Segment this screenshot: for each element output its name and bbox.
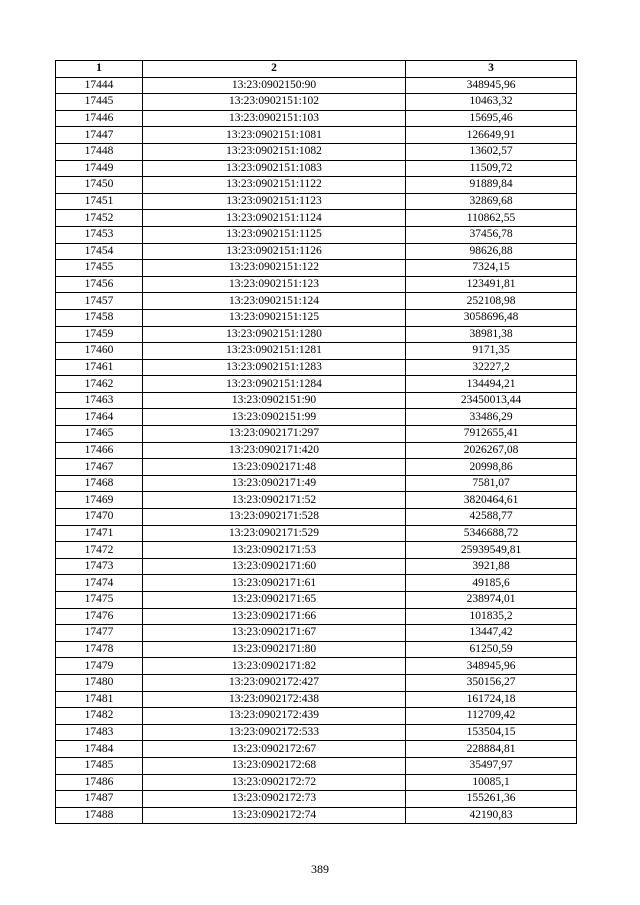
- row-number-cell: 17478: [56, 641, 143, 658]
- cadastral-number-cell: 13:23:0902171:420: [143, 442, 406, 459]
- cadastral-number-cell: 13:23:0902151:1081: [143, 127, 406, 144]
- cadastral-number-cell: 13:23:0902172:439: [143, 708, 406, 725]
- table-row: [56, 492, 577, 509]
- cadastral-number-cell: 13:23:0902171:53: [143, 542, 406, 559]
- row-number-cell: 17466: [56, 442, 143, 459]
- table-row: [56, 276, 577, 293]
- cadastral-number-cell: 13:23:0902151:125: [143, 309, 406, 326]
- table-row: [56, 575, 577, 592]
- row-number-cell: 17480: [56, 674, 143, 691]
- cadastral-number-cell: 13:23:0902151:123: [143, 276, 406, 293]
- value-cell: 33486,29: [406, 409, 577, 426]
- cadastral-number-cell: 13:23:0902171:48: [143, 459, 406, 476]
- header-row: [56, 61, 577, 78]
- table-row: [56, 359, 577, 376]
- value-cell: 101835,2: [406, 608, 577, 625]
- table-row: [56, 459, 577, 476]
- cadastral-number-cell: 13:23:0902151:122: [143, 260, 406, 277]
- table-row: [56, 658, 577, 675]
- value-cell: 9171,35: [406, 343, 577, 360]
- value-cell: 110862,55: [406, 210, 577, 227]
- cadastral-number-cell: 13:23:0902151:124: [143, 293, 406, 310]
- value-cell: 3058696,48: [406, 309, 577, 326]
- row-number-cell: 17456: [56, 276, 143, 293]
- value-cell: 35497,97: [406, 757, 577, 774]
- column-header-1: 1: [56, 61, 143, 78]
- table-row: [56, 475, 577, 492]
- table-row: [56, 542, 577, 559]
- table-body: [56, 77, 577, 824]
- cadastral-number-cell: 13:23:0902171:52: [143, 492, 406, 509]
- row-number-cell: 17463: [56, 392, 143, 409]
- table-row: [56, 177, 577, 194]
- row-number-cell: 17460: [56, 343, 143, 360]
- table-row: [56, 608, 577, 625]
- row-number-cell: 17470: [56, 509, 143, 526]
- table-row: [56, 326, 577, 343]
- table-row: [56, 691, 577, 708]
- row-number-cell: 17479: [56, 658, 143, 675]
- table-row: [56, 625, 577, 642]
- value-cell: 11509,72: [406, 160, 577, 177]
- cadastral-number-cell: 13:23:0902172:74: [143, 807, 406, 824]
- value-cell: 91889,84: [406, 177, 577, 194]
- table-row: [56, 791, 577, 808]
- row-number-cell: 17481: [56, 691, 143, 708]
- table-row: [56, 243, 577, 260]
- value-cell: 2026267,08: [406, 442, 577, 459]
- table-row: [56, 641, 577, 658]
- cadastral-number-cell: 13:23:0902172:72: [143, 774, 406, 791]
- cadastral-number-cell: 13:23:0902151:99: [143, 409, 406, 426]
- table-row: [56, 807, 577, 824]
- cadastral-number-cell: 13:23:0902171:67: [143, 625, 406, 642]
- row-number-cell: 17486: [56, 774, 143, 791]
- row-number-cell: 17474: [56, 575, 143, 592]
- cadastral-number-cell: 13:23:0902171:528: [143, 509, 406, 526]
- cadastral-number-cell: 13:23:0902172:67: [143, 741, 406, 758]
- value-cell: 3921,88: [406, 558, 577, 575]
- row-number-cell: 17458: [56, 309, 143, 326]
- row-number-cell: 17469: [56, 492, 143, 509]
- value-cell: 10463,32: [406, 94, 577, 111]
- table-row: [56, 376, 577, 393]
- row-number-cell: 17477: [56, 625, 143, 642]
- value-cell: 61250,59: [406, 641, 577, 658]
- cadastral-number-cell: 13:23:0902172:438: [143, 691, 406, 708]
- row-number-cell: 17453: [56, 226, 143, 243]
- table-row: [56, 741, 577, 758]
- table-row: [56, 392, 577, 409]
- table-header: [56, 61, 577, 78]
- value-cell: 32869,68: [406, 193, 577, 210]
- cadastral-number-cell: 13:23:0902151:103: [143, 110, 406, 127]
- column-header-3: 3: [406, 61, 577, 78]
- cadastral-number-cell: 13:23:0902151:1126: [143, 243, 406, 260]
- value-cell: 123491,81: [406, 276, 577, 293]
- row-number-cell: 17452: [56, 210, 143, 227]
- cadastral-number-cell: 13:23:0902150:90: [143, 77, 406, 94]
- row-number-cell: 17484: [56, 741, 143, 758]
- table-row: [56, 757, 577, 774]
- table-row: [56, 160, 577, 177]
- row-number-cell: 17459: [56, 326, 143, 343]
- cadastral-number-cell: 13:23:0902151:1284: [143, 376, 406, 393]
- cadastral-number-cell: 13:23:0902151:1280: [143, 326, 406, 343]
- table-row: [56, 343, 577, 360]
- row-number-cell: 17483: [56, 724, 143, 741]
- row-number-cell: 17455: [56, 260, 143, 277]
- table-row: [56, 110, 577, 127]
- table-row: [56, 674, 577, 691]
- row-number-cell: 17447: [56, 127, 143, 144]
- table-row: [56, 143, 577, 160]
- cadastral-number-cell: 13:23:0902151:102: [143, 94, 406, 111]
- row-number-cell: 17449: [56, 160, 143, 177]
- table-row: [56, 127, 577, 144]
- row-number-cell: 17488: [56, 807, 143, 824]
- value-cell: 7324,15: [406, 260, 577, 277]
- table-row: [56, 409, 577, 426]
- value-cell: 13447,42: [406, 625, 577, 642]
- table-row: [56, 525, 577, 542]
- row-number-cell: 17473: [56, 558, 143, 575]
- value-cell: 20998,86: [406, 459, 577, 476]
- row-number-cell: 17485: [56, 757, 143, 774]
- row-number-cell: 17461: [56, 359, 143, 376]
- value-cell: 25939549,81: [406, 542, 577, 559]
- cadastral-number-cell: 13:23:0902151:1082: [143, 143, 406, 160]
- column-header-2: 2: [143, 61, 406, 78]
- value-cell: 23450013,44: [406, 392, 577, 409]
- cadastral-number-cell: 13:23:0902172:533: [143, 724, 406, 741]
- value-cell: 32227,2: [406, 359, 577, 376]
- table-row: [56, 293, 577, 310]
- cadastral-number-cell: 13:23:0902151:1125: [143, 226, 406, 243]
- cadastral-number-cell: 13:23:0902151:1124: [143, 210, 406, 227]
- table-row: [56, 426, 577, 443]
- row-number-cell: 17471: [56, 525, 143, 542]
- table-row: [56, 774, 577, 791]
- table-row: [56, 558, 577, 575]
- value-cell: 348945,96: [406, 658, 577, 675]
- cadastral-number-cell: 13:23:0902171:66: [143, 608, 406, 625]
- row-number-cell: 17487: [56, 791, 143, 808]
- row-number-cell: 17464: [56, 409, 143, 426]
- value-cell: 42588,77: [406, 509, 577, 526]
- table-row: [56, 509, 577, 526]
- row-number-cell: 17454: [56, 243, 143, 260]
- cadastral-number-cell: 13:23:0902151:1123: [143, 193, 406, 210]
- value-cell: 7581,07: [406, 475, 577, 492]
- value-cell: 228884,81: [406, 741, 577, 758]
- row-number-cell: 17472: [56, 542, 143, 559]
- value-cell: 350156,27: [406, 674, 577, 691]
- cadastral-number-cell: 13:23:0902151:1083: [143, 160, 406, 177]
- row-number-cell: 17468: [56, 475, 143, 492]
- page-number: 389: [311, 862, 329, 876]
- value-cell: 155261,36: [406, 791, 577, 808]
- table-row: [56, 592, 577, 609]
- table-row: [56, 724, 577, 741]
- table-row: [56, 193, 577, 210]
- cadastral-number-cell: 13:23:0902172:73: [143, 791, 406, 808]
- row-number-cell: 17445: [56, 94, 143, 111]
- value-cell: 38981,38: [406, 326, 577, 343]
- value-cell: 153504,15: [406, 724, 577, 741]
- row-number-cell: 17462: [56, 376, 143, 393]
- cadastral-number-cell: 13:23:0902151:90: [143, 392, 406, 409]
- cadastral-number-cell: 13:23:0902172:427: [143, 674, 406, 691]
- cadastral-number-cell: 13:23:0902171:82: [143, 658, 406, 675]
- cadastral-number-cell: 13:23:0902171:65: [143, 592, 406, 609]
- row-number-cell: 17482: [56, 708, 143, 725]
- value-cell: 42190,83: [406, 807, 577, 824]
- value-cell: 37456,78: [406, 226, 577, 243]
- value-cell: 49185,6: [406, 575, 577, 592]
- row-number-cell: 17467: [56, 459, 143, 476]
- cadastral-number-cell: 13:23:0902151:1281: [143, 343, 406, 360]
- table-row: [56, 77, 577, 94]
- row-number-cell: 17450: [56, 177, 143, 194]
- data-table: [55, 60, 577, 824]
- value-cell: 13602,57: [406, 143, 577, 160]
- row-number-cell: 17457: [56, 293, 143, 310]
- row-number-cell: 17448: [56, 143, 143, 160]
- cadastral-number-cell: 13:23:0902171:297: [143, 426, 406, 443]
- row-number-cell: 17475: [56, 592, 143, 609]
- cadastral-number-cell: 13:23:0902172:68: [143, 757, 406, 774]
- table-row: [56, 708, 577, 725]
- row-number-cell: 17444: [56, 77, 143, 94]
- value-cell: 5346688,72: [406, 525, 577, 542]
- row-number-cell: 17451: [56, 193, 143, 210]
- value-cell: 15695,46: [406, 110, 577, 127]
- table-row: [56, 210, 577, 227]
- cadastral-number-cell: 13:23:0902171:49: [143, 475, 406, 492]
- row-number-cell: 17446: [56, 110, 143, 127]
- cadastral-number-cell: 13:23:0902151:1122: [143, 177, 406, 194]
- value-cell: 3820464,61: [406, 492, 577, 509]
- cadastral-number-cell: 13:23:0902151:1283: [143, 359, 406, 376]
- table-row: [56, 442, 577, 459]
- row-number-cell: 17465: [56, 426, 143, 443]
- value-cell: 98626,88: [406, 243, 577, 260]
- value-cell: 10085,1: [406, 774, 577, 791]
- table-row: [56, 309, 577, 326]
- table-row: [56, 226, 577, 243]
- value-cell: 238974,01: [406, 592, 577, 609]
- value-cell: 134494,21: [406, 376, 577, 393]
- value-cell: 126649,91: [406, 127, 577, 144]
- cadastral-number-cell: 13:23:0902171:529: [143, 525, 406, 542]
- value-cell: 7912655,41: [406, 426, 577, 443]
- table-row: [56, 94, 577, 111]
- table-row: [56, 260, 577, 277]
- cadastral-number-cell: 13:23:0902171:80: [143, 641, 406, 658]
- value-cell: 161724,18: [406, 691, 577, 708]
- value-cell: 348945,96: [406, 77, 577, 94]
- value-cell: 112709,42: [406, 708, 577, 725]
- value-cell: 252108,98: [406, 293, 577, 310]
- cadastral-number-cell: 13:23:0902171:61: [143, 575, 406, 592]
- row-number-cell: 17476: [56, 608, 143, 625]
- cadastral-number-cell: 13:23:0902171:60: [143, 558, 406, 575]
